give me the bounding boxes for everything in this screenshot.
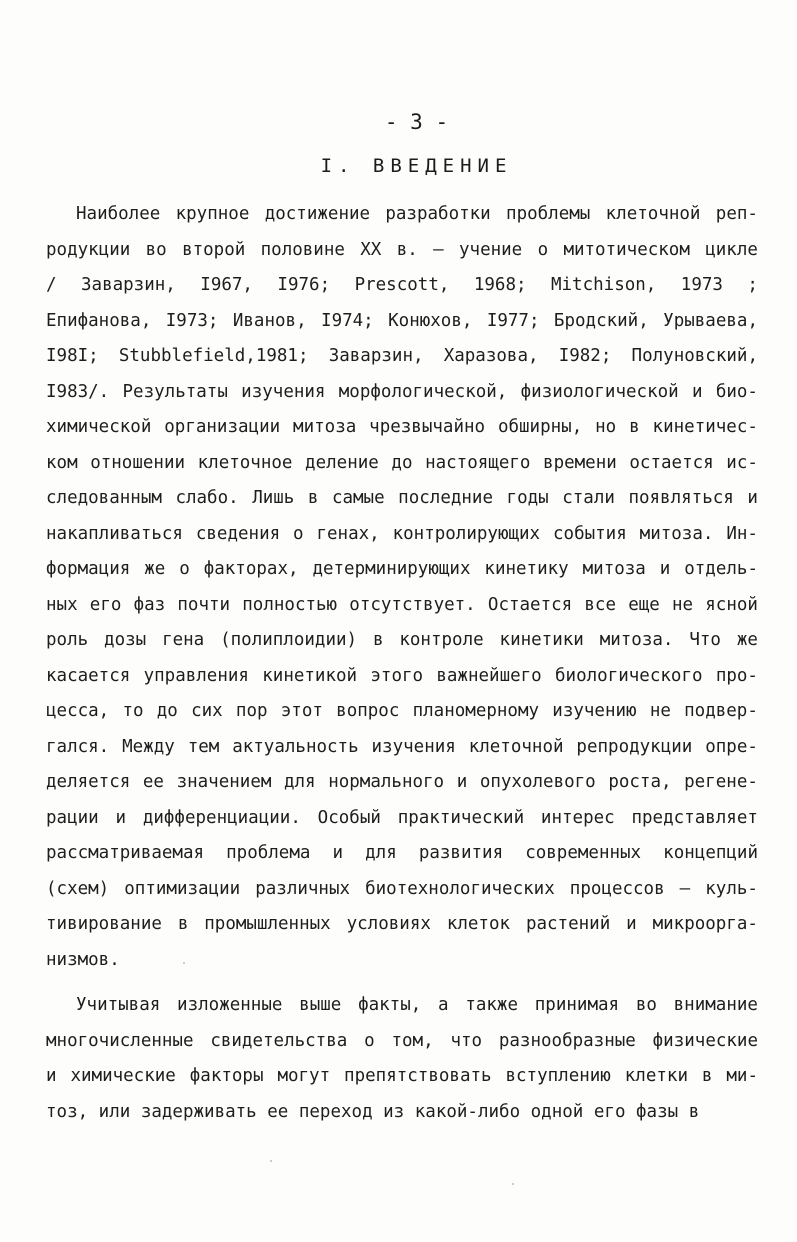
text-line: родукции во второй половине XX в. – учение о митотическом цикле bbox=[46, 239, 758, 260]
text-line: химической организации митоза чрезвычайно обширны, но в кинетичес- bbox=[46, 417, 758, 437]
text-line: формация же о факторах, детерминирующих кинетику митоза и отдель- bbox=[46, 559, 758, 579]
text-line: и химические факторы могут препятствовать вступлению клетки в ми- bbox=[46, 1066, 758, 1086]
text-line: гался. Между тем актуальность изучения клеточной репродукции опре- bbox=[46, 736, 758, 757]
text-line: ком отношении клеточное деление до настоящего времени остается ис- bbox=[46, 452, 758, 473]
text-line: Наиболее крупное достижение разработки проблемы клеточной реп- bbox=[76, 204, 758, 224]
text-line: (схем) оптимизации различных биотехнологических процессов – куль- bbox=[46, 878, 758, 899]
text-line: / Заварзин, I967, I976; Prescott, 1968; Mitchison, 1973 ; bbox=[46, 275, 758, 295]
text-line: следованным слабо. Лишь в самые последние годы стали появляться и bbox=[46, 488, 758, 508]
section-title: I. ВВЕДЕНИЕ bbox=[320, 155, 513, 177]
paragraph bbox=[46, 197, 758, 978]
text-line: тоз, или задерживать ее переход из какой-либо одной его фазы в bbox=[46, 1101, 700, 1122]
text-line: рации и дифференциации. Особый практический интерес представляет bbox=[46, 807, 758, 828]
text-line: рассматриваемая проблема и для развития современных концепций bbox=[46, 843, 758, 863]
text-line: деляется ее значением для нормального и опухолевого роста, регене- bbox=[46, 772, 758, 792]
paragraph bbox=[46, 988, 758, 1130]
text-line: касается управления кинетикой этого важнейшего биологического про- bbox=[46, 665, 758, 686]
text-line: I98I; Stubblefield,1981; Заварзин, Харазова, I982; Полуновский, bbox=[46, 346, 758, 366]
body-text bbox=[46, 197, 758, 1130]
scan-speck bbox=[270, 1160, 272, 1162]
text-line: Учитывая изложенные выше факты, а также принимая во внимание bbox=[76, 995, 758, 1015]
text-line: низмов. bbox=[46, 949, 120, 970]
paragraphs bbox=[46, 197, 758, 1130]
text-line: роль дозы гена (полиплоидии) в контроле кинетики митоза. Что же bbox=[46, 630, 758, 650]
text-line: накапливаться сведения о генах, контролирующих события митоза. Ин- bbox=[46, 523, 758, 544]
text-line: многочисленные свидетельства о том, что разнообразные физические bbox=[46, 1030, 758, 1051]
scan-speck bbox=[183, 962, 185, 964]
text-line: тивирование в промышленных условиях клеток растений и микроорга- bbox=[46, 914, 758, 934]
text-line: I983/. Результаты изучения морфологической, физиологической и био- bbox=[46, 381, 758, 402]
text-line: ных его фаз почти полностью отсутствует. Остается все еще не ясной bbox=[46, 594, 758, 615]
text-line: цесса, то до сих пор этот вопрос планомерному изучению не подвер- bbox=[46, 701, 758, 721]
text-line: Епифанова, I973; Иванов, I974; Конюхов, I977; Бродский, Урываева, bbox=[46, 310, 758, 331]
scan-speck bbox=[512, 1183, 514, 1185]
page-number: - 3 - bbox=[384, 110, 449, 134]
paragraph-gap bbox=[46, 978, 758, 988]
